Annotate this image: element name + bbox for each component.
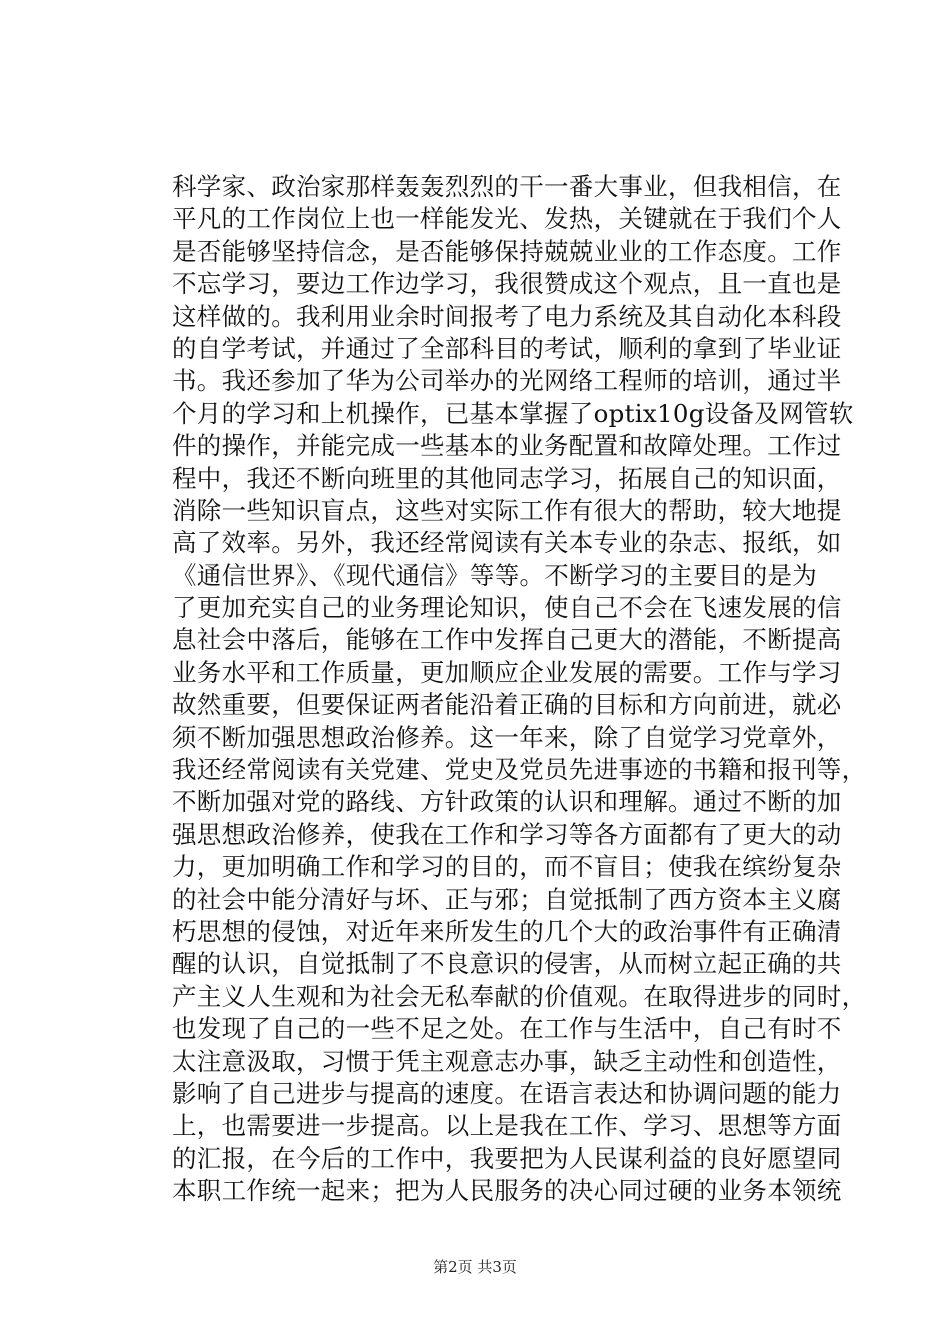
text-line: 不忘学习，要边工作边学习，我很赞成这个观点，且一直也是 [172, 269, 842, 299]
text-line: 息社会中落后，能够在工作中发挥自己更大的潜能，不断提高 [172, 625, 842, 655]
text-line: 强思想政治修养，使我在工作和学习等各方面都有了更大的动 [172, 819, 842, 849]
text-line: 是否能够坚持信念，是否能够保持兢兢业业的工作态度。工作 [172, 236, 842, 266]
text-line: 影响了自己进步与提高的速度。在语言表达和协调问题的能力 [172, 1078, 842, 1108]
text-line: 产主义人生观和为社会无私奉献的价值观。在取得进步的同时， [172, 981, 867, 1011]
text-line: 太注意汲取，习惯于凭主观意志办事，缺乏主动性和创造性， [172, 1046, 842, 1076]
text-line: 业务水平和工作质量，更加顺应企业发展的需要。工作与学习 [172, 657, 842, 687]
text-line: 这样做的。我利用业余时间报考了电力系统及其自动化本科段 [172, 301, 842, 331]
text-line: 的汇报，在今后的工作中，我要把为人民谋利益的良好愿望同 [172, 1143, 842, 1173]
page-footer [0, 1257, 950, 1277]
body-text [172, 171, 892, 1208]
text-line: 了更加充实自己的业务理论知识，使自己不会在飞速发展的信 [172, 593, 842, 623]
text-line: 朽思想的侵蚀，对近年来所发生的几个大的政治事件有正确清 [172, 916, 842, 946]
text-line: 的自学考试，并通过了全部科目的考试，顺利的拿到了毕业证 [172, 333, 842, 363]
page-indicator: 第2页 共3页 [433, 1258, 517, 1276]
text-line: 醒的认识，自觉抵制了不良意识的侵害，从而树立起正确的共 [172, 949, 842, 979]
text-line: 我还经常阅读有关党建、党史及党员先进事迹的书籍和报刊等， [172, 755, 867, 785]
text-line: 《通信世界》、《现代通信》等等。不断学习的主要目的是为 [172, 560, 818, 590]
text-line: 也发现了自己的一些不足之处。在工作与生活中，自己有时不 [172, 1014, 842, 1044]
text-line: 程中，我还不断向班里的其他同志学习，拓展自己的知识面， [172, 463, 842, 493]
text-line: 书。我还参加了华为公司举办的光网络工程师的培训，通过半 [172, 366, 842, 396]
text-line: 上，也需要进一步提高。以上是我在工作、学习、思想等方面 [172, 1111, 842, 1141]
text-line: 须不断加强思想政治修养。这一年来，除了自觉学习党章外， [172, 722, 842, 752]
text-line: 不断加强对党的路线、方针政策的认识和理解。通过不断的加 [172, 787, 842, 817]
text-line: 的社会中能分清好与坏、正与邪；自觉抵制了西方资本主义腐 [172, 884, 842, 914]
text-line: 消除一些知识盲点，这些对实际工作有很大的帮助，较大地提 [172, 495, 842, 525]
text-line: 本职工作统一起来；把为人民服务的决心同过硬的业务本领统 [172, 1176, 842, 1206]
text-line: 个月的学习和上机操作，已基本掌握了optix10g设备及网管软 [172, 398, 854, 428]
text-line: 平凡的工作岗位上也一样能发光、发热，关键就在于我们个人 [172, 204, 842, 234]
text-line: 件的操作，并能完成一些基本的业务配置和故障处理。工作过 [172, 431, 842, 461]
text-line: 科学家、政治家那样轰轰烈烈的干一番大事业，但我相信，在 [172, 172, 842, 201]
text-line: 高了效率。另外，我还经常阅读有关本专业的杂志、报纸，如 [172, 528, 842, 558]
text-line: 力，更加明确工作和学习的目的，而不盲目；使我在缤纷复杂 [172, 852, 842, 882]
text-line: 故然重要，但要保证两者能沿着正确的目标和方向前进，就必 [172, 690, 842, 720]
